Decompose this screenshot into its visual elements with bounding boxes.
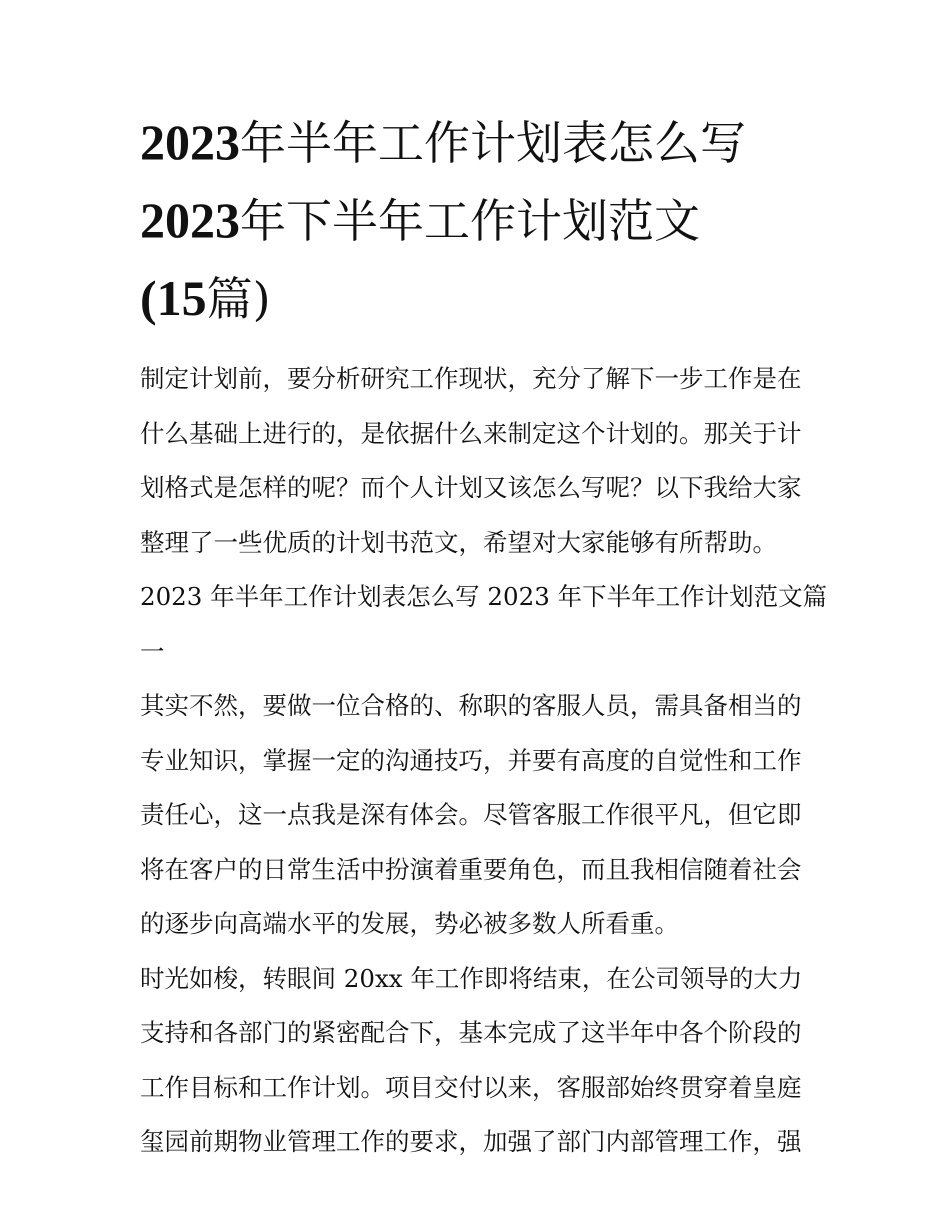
title-line-3: (15篇) xyxy=(140,270,271,326)
text-line: 什么基础上进行的，是依据什么来制定这个计划的。那关于计 xyxy=(140,418,802,448)
text-line: 制定计划前，要分析研究工作现状，充分了解下一步工作是在 xyxy=(140,364,802,393)
text-line: 2023 年半年工作计划表怎么写 2023 年下半年工作计划范文篇 xyxy=(140,582,828,611)
section-heading xyxy=(140,570,828,679)
text-line: 责任心，这一点我是深有体会。尽管客服工作很平凡，但它即 xyxy=(140,800,802,829)
intro-paragraph xyxy=(140,352,820,570)
text-line: 整理了一些优质的计划书范文，希望对大家能够有所帮助。 xyxy=(140,527,777,557)
body-paragraph xyxy=(140,679,820,952)
text-line: 划格式是怎样的呢？而个人计划又该怎么写呢？以下我给大家 xyxy=(140,473,802,502)
body-paragraph xyxy=(140,952,820,1170)
text-line: 将在客户的日常生活中扮演着重要角色，而且我相信随着社会 xyxy=(140,854,802,884)
title-line-2: 2023年下半年工作计划范文 xyxy=(140,192,700,248)
document-title xyxy=(140,104,820,338)
text-line: 专业知识，掌握一定的沟通技巧，并要有高度的自觉性和工作 xyxy=(140,745,802,775)
text-line: 支持和各部门的紧密配合下，基本完成了这半年中各个阶段的 xyxy=(140,1018,802,1047)
text-line: 工作目标和工作计划。项目交付以来，客服部始终贯穿着皇庭 xyxy=(140,1072,802,1102)
text-line: 玺园前期物业管理工作的要求，加强了部门内部管理工作，强 xyxy=(140,1127,802,1156)
text-line: 其实不然，要做一位合格的、称职的客服人员，需具备相当的 xyxy=(140,691,802,720)
text-line: 的逐步向高端水平的发展，势必被多数人所看重。 xyxy=(140,909,679,938)
title-line-1: 2023年半年工作计划表怎么写 xyxy=(140,114,746,170)
document-body xyxy=(140,352,828,1170)
text-line: 一 xyxy=(140,636,165,666)
text-line: 时光如梭，转眼间 20xx 年工作即将结束，在公司领导的大力 xyxy=(140,963,803,993)
